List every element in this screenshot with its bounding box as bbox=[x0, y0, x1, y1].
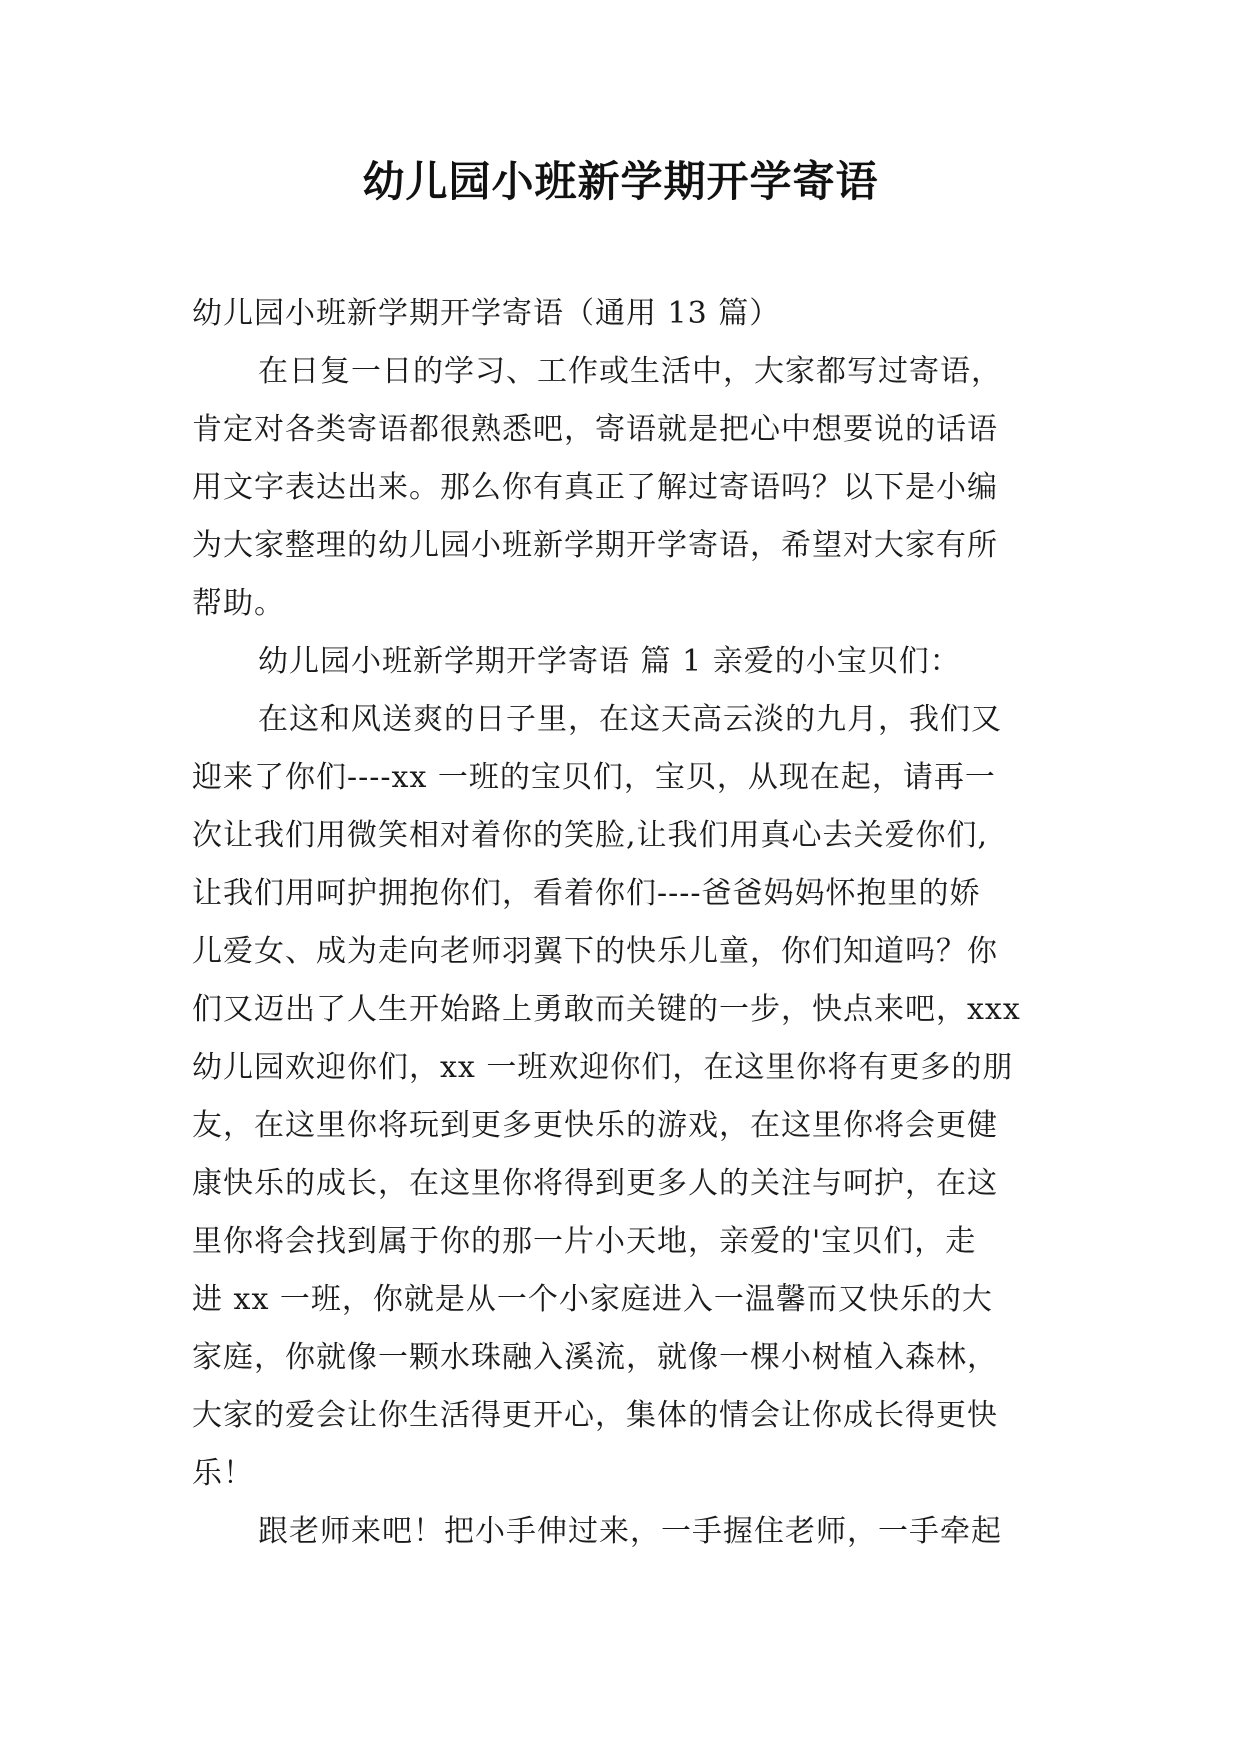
body-line: 康快乐的成长，在这里你将得到更多人的关注与呵护，在这 bbox=[192, 1166, 998, 1201]
body-line: 为大家整理的幼儿园小班新学期开学寄语，希望对大家有所 bbox=[192, 528, 998, 563]
document-body bbox=[192, 285, 1064, 1561]
body-line: 帮助。 bbox=[192, 586, 285, 621]
body-line: 乐！ bbox=[192, 1456, 254, 1491]
body-line: 大家的爱会让你生活得更开心，集体的情会让你成长得更快 bbox=[192, 1398, 998, 1433]
body-line: 幼儿园小班新学期开学寄语（通用 13 篇） bbox=[192, 296, 781, 331]
body-line: 幼儿园欢迎你们，xx 一班欢迎你们，在这里你将有更多的朋 bbox=[192, 1050, 1014, 1085]
body-line: 迎来了你们----xx 一班的宝贝们，宝贝，从现在起，请再一 bbox=[192, 760, 996, 795]
body-line: 友，在这里你将玩到更多更快乐的游戏，在这里你将会更健 bbox=[192, 1108, 998, 1143]
body-line: 在日复一日的学习、工作或生活中，大家都写过寄语， bbox=[258, 354, 1002, 389]
body-line: 跟老师来吧！把小手伸过来，一手握住老师，一手牵起 bbox=[258, 1514, 1002, 1549]
body-line: 进 xx 一班，你就是从一个小家庭进入一温馨而又快乐的大 bbox=[192, 1282, 993, 1317]
body-line: 用文字表达出来。那么你有真正了解过寄语吗？以下是小编 bbox=[192, 470, 998, 505]
body-line: 肯定对各类寄语都很熟悉吧，寄语就是把心中想要说的话语 bbox=[192, 412, 998, 447]
body-line: 次让我们用微笑相对着你的笑脸,让我们用真心去关爱你们, bbox=[192, 818, 989, 853]
body-line: 幼儿园小班新学期开学寄语 篇 1 亲爱的小宝贝们： bbox=[258, 644, 961, 679]
body-line: 们又迈出了人生开始路上勇敢而关键的一步，快点来吧，xxx bbox=[192, 992, 1021, 1027]
body-line: 家庭，你就像一颗水珠融入溪流，就像一棵小树植入森林， bbox=[192, 1340, 998, 1375]
body-line: 在这和风送爽的日子里，在这天高云淡的九月，我们又 bbox=[258, 702, 1002, 737]
body-line: 儿爱女、成为走向老师羽翼下的快乐儿童，你们知道吗？你 bbox=[192, 934, 998, 969]
body-line: 让我们用呵护拥抱你们，看着你们----爸爸妈妈怀抱里的娇 bbox=[192, 876, 981, 911]
body-line: 里你将会找到属于你的那一片小天地，亲爱的'宝贝们，走 bbox=[192, 1224, 977, 1259]
document-title: 幼儿园小班新学期开学寄语 bbox=[362, 157, 879, 206]
